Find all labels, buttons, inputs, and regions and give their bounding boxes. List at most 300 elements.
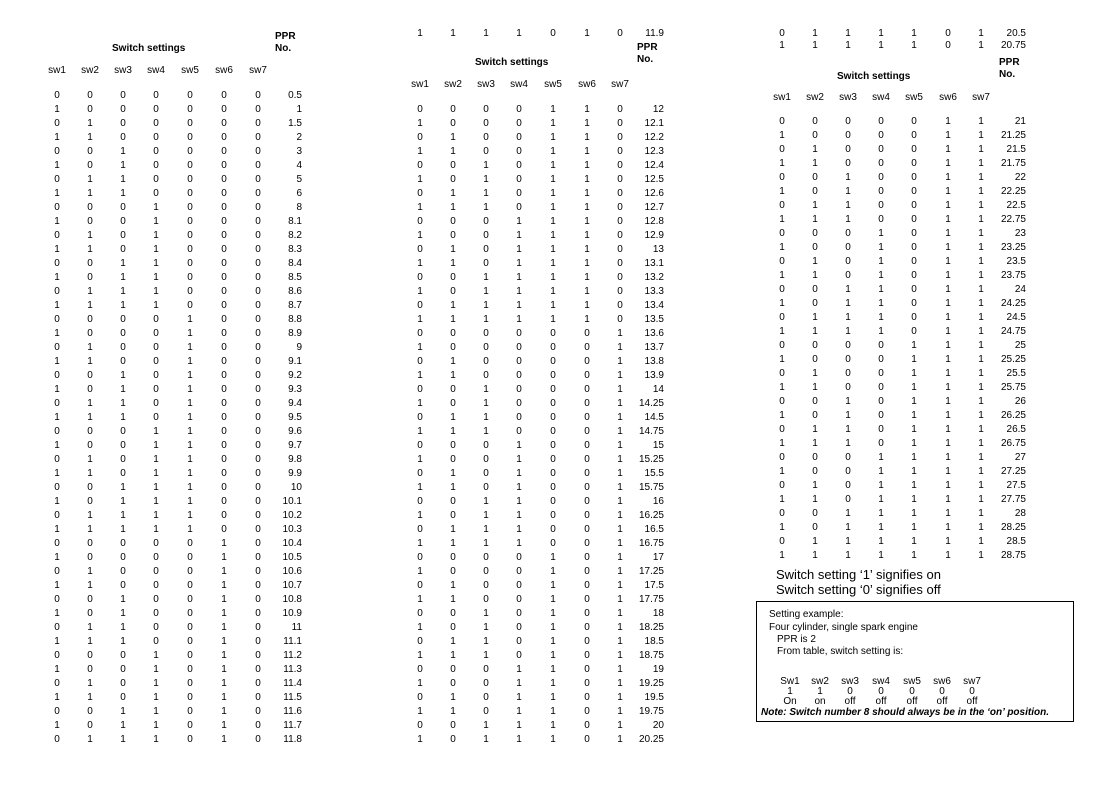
switch-cell: 1 [153, 482, 159, 493]
switch-cell: 0 [153, 104, 159, 115]
switch-cell: 0 [516, 174, 522, 185]
switch-cell: 1 [516, 720, 522, 731]
switch-cell: 1 [617, 496, 623, 507]
ppr-value: 22.25 [1000, 186, 1026, 197]
switch-cell: 0 [584, 524, 590, 535]
switch-cell: 0 [483, 566, 489, 577]
switch-column-header: sw1 [48, 65, 66, 76]
switch-cell: 0 [153, 342, 159, 353]
switch-cell: 0 [417, 300, 423, 311]
switch-cell: 0 [516, 622, 522, 633]
ppr-value: 14.75 [638, 426, 664, 437]
switch-cell: 1 [812, 270, 818, 281]
switch-cell: 1 [187, 440, 193, 451]
switch-cell: 1 [911, 508, 917, 519]
switch-cell: 0 [911, 284, 917, 295]
switch-cell: 0 [584, 440, 590, 451]
switch-cell: 0 [87, 160, 93, 171]
switch-cell: 1 [120, 258, 126, 269]
switch-cell: 1 [120, 734, 126, 745]
switch-cell: 1 [87, 510, 93, 521]
switch-cell: 0 [878, 130, 884, 141]
ppr-value: 26.5 [1006, 424, 1026, 435]
switch-cell: 1 [584, 188, 590, 199]
switch-cell: 0 [221, 314, 227, 325]
switch-cell: 1 [617, 580, 623, 591]
switch-cell: 0 [120, 118, 126, 129]
ppr-value: 9.1 [288, 356, 302, 367]
switch-cell: 0 [153, 580, 159, 591]
switch-cell: 0 [550, 356, 556, 367]
switch-cell: 0 [450, 720, 456, 731]
switch-cell: 1 [187, 314, 193, 325]
switch-cell: 0 [54, 230, 60, 241]
switch-cell: 1 [516, 454, 522, 465]
switch-off-note: Switch setting ‘0’ signifies off [776, 582, 941, 597]
switch-cell: 0 [617, 202, 623, 213]
switch-cell: 1 [550, 566, 556, 577]
switch-cell: 1 [812, 144, 818, 155]
switch-cell: 1 [945, 396, 951, 407]
switch-cell: 0 [450, 734, 456, 745]
switch-cell: 0 [516, 160, 522, 171]
switch-cell: 1 [845, 312, 851, 323]
switch-cell: 1 [911, 40, 917, 51]
switch-cell: 1 [153, 468, 159, 479]
switch-cell: 1 [187, 384, 193, 395]
switch-cell: 1 [87, 398, 93, 409]
switch-cell: 0 [221, 482, 227, 493]
switch-cell: 0 [584, 370, 590, 381]
switch-cell: 0 [255, 342, 261, 353]
switch-cell: 0 [87, 384, 93, 395]
switch-cell: 0 [255, 146, 261, 157]
ppr-value: 19.75 [638, 706, 664, 717]
switch-cell: 1 [945, 354, 951, 365]
switch-cell: 0 [187, 132, 193, 143]
switch-cell: 0 [483, 230, 489, 241]
example-switch-states: off [875, 696, 887, 707]
switch-cell: 0 [54, 342, 60, 353]
ppr-value: 8.4 [288, 258, 302, 269]
switch-cell: 1 [978, 536, 984, 547]
switch-cell: 1 [221, 734, 227, 745]
switch-cell: 1 [120, 188, 126, 199]
switch-cell: 1 [845, 40, 851, 51]
switch-cell: 0 [550, 342, 556, 353]
switch-cell: 0 [617, 314, 623, 325]
switch-cell: 0 [187, 664, 193, 675]
switch-cell: 1 [87, 454, 93, 465]
switch-cell: 0 [87, 216, 93, 227]
ppr-value: 20.5 [1006, 28, 1026, 39]
switch-cell: 0 [450, 664, 456, 675]
switch-cell: 1 [945, 410, 951, 421]
switch-cell: 0 [516, 202, 522, 213]
switch-cell: 0 [584, 552, 590, 563]
switch-cell: 1 [153, 230, 159, 241]
switch-cell: 1 [878, 270, 884, 281]
switch-cell: 0 [617, 216, 623, 227]
switch-cell: 0 [187, 552, 193, 563]
switch-cell: 0 [221, 244, 227, 255]
switch-cell: 1 [221, 636, 227, 647]
switch-cell: 0 [845, 130, 851, 141]
switch-cell: 1 [978, 396, 984, 407]
switch-cell: 0 [87, 440, 93, 451]
switch-cell: 0 [878, 382, 884, 393]
switch-cell: 0 [516, 188, 522, 199]
switch-cell: 1 [779, 438, 785, 449]
switch-cell: 0 [87, 594, 93, 605]
example-switch-states: off [906, 696, 918, 707]
switch-cell: 0 [187, 720, 193, 731]
switch-cell: 0 [450, 384, 456, 395]
switch-cell: 0 [550, 384, 556, 395]
switch-cell: 0 [54, 594, 60, 605]
switch-cell: 1 [978, 480, 984, 491]
switch-cell: 0 [153, 552, 159, 563]
switch-cell: 1 [812, 550, 818, 561]
switch-cell: 1 [617, 440, 623, 451]
switch-cell: 0 [779, 396, 785, 407]
switch-cell: 1 [878, 284, 884, 295]
switch-cell: 1 [584, 258, 590, 269]
switch-cell: 0 [255, 566, 261, 577]
switch-cell: 1 [483, 650, 489, 661]
switch-cell: 1 [945, 438, 951, 449]
switch-cell: 0 [550, 412, 556, 423]
switch-cell: 1 [153, 678, 159, 689]
ppr-value: 13.6 [644, 328, 664, 339]
switch-cell: 0 [617, 104, 623, 115]
switch-cell: 1 [584, 216, 590, 227]
switch-cell: 1 [153, 272, 159, 283]
ppr-value: 11.2 [283, 650, 302, 661]
switch-cell: 0 [779, 312, 785, 323]
switch-cell: 1 [978, 214, 984, 225]
switch-cell: 0 [120, 566, 126, 577]
switch-cell: 0 [54, 650, 60, 661]
switch-cell: 1 [221, 720, 227, 731]
switch-cell: 0 [187, 188, 193, 199]
switch-cell: 1 [120, 146, 126, 157]
switch-cell: 1 [878, 312, 884, 323]
switch-cell: 0 [584, 664, 590, 675]
switch-cell: 1 [87, 678, 93, 689]
switch-cell: 1 [978, 466, 984, 477]
switch-cell: 1 [812, 158, 818, 169]
switch-cell: 0 [584, 468, 590, 479]
switch-cell: 1 [878, 480, 884, 491]
switch-cell: 0 [483, 216, 489, 227]
switch-cell: 0 [417, 272, 423, 283]
ppr-value: 9.6 [288, 426, 302, 437]
switch-cell: 0 [550, 524, 556, 535]
ppr-value: 18.5 [644, 636, 664, 647]
switch-cell: 1 [978, 242, 984, 253]
switch-column-header: sw3 [839, 92, 857, 103]
switch-cell: 0 [516, 146, 522, 157]
switch-cell: 0 [187, 104, 193, 115]
switch-cell: 1 [187, 370, 193, 381]
ppr-value: 14.25 [638, 398, 664, 409]
ppr-value: 13.4 [644, 300, 664, 311]
switch-cell: 0 [87, 90, 93, 101]
switch-cell: 1 [945, 480, 951, 491]
ppr-value: 10.9 [282, 608, 302, 619]
switch-cell: 1 [584, 146, 590, 157]
switch-cell: 0 [153, 412, 159, 423]
switch-cell: 1 [617, 426, 623, 437]
ppr-value: 8.8 [288, 314, 302, 325]
switch-cell: 0 [417, 552, 423, 563]
switch-cell: 0 [187, 594, 193, 605]
switch-cell: 0 [584, 706, 590, 717]
switch-cell: 0 [617, 174, 623, 185]
switch-cell: 1 [779, 494, 785, 505]
switch-cell: 0 [450, 216, 456, 227]
switch-cell: 0 [450, 160, 456, 171]
switch-cell: 1 [945, 466, 951, 477]
ppr-value: 22.5 [1006, 200, 1026, 211]
ppr-header: PPR [637, 42, 658, 53]
switch-cell: 1 [945, 312, 951, 323]
ppr-value: 24.25 [1000, 298, 1026, 309]
switch-cell: 1 [120, 608, 126, 619]
switch-cell: 1 [845, 172, 851, 183]
switch-cell: 1 [978, 158, 984, 169]
switch-cell: 1 [516, 538, 522, 549]
switch-cell: 1 [87, 692, 93, 703]
switch-cell: 0 [779, 508, 785, 519]
switch-cell: 0 [417, 216, 423, 227]
switch-cell: 1 [417, 650, 423, 661]
switch-cell: 1 [516, 440, 522, 451]
switch-cell: 0 [911, 158, 917, 169]
switch-cell: 0 [584, 384, 590, 395]
switch-cell: 0 [221, 412, 227, 423]
switch-cell: 0 [54, 678, 60, 689]
switch-cell: 1 [450, 468, 456, 479]
switch-cell: 0 [550, 28, 556, 39]
switch-cell: 0 [417, 636, 423, 647]
switch-cell: 1 [417, 28, 423, 39]
switch-cell: 1 [978, 130, 984, 141]
switch-cell: 1 [187, 468, 193, 479]
switch-cell: 0 [255, 356, 261, 367]
switch-cell: 1 [878, 494, 884, 505]
switch-column-header: sw7 [972, 92, 990, 103]
switch-cell: 0 [911, 270, 917, 281]
switch-cell: 1 [945, 270, 951, 281]
switch-cell: 0 [417, 720, 423, 731]
switch-cell: 1 [978, 340, 984, 351]
switch-cell: 0 [450, 552, 456, 563]
switch-column-header: sw3 [477, 79, 495, 90]
switch-cell: 1 [550, 622, 556, 633]
switch-cell: 0 [617, 132, 623, 143]
switch-cell: 1 [417, 174, 423, 185]
switch-cell: 0 [255, 328, 261, 339]
switch-cell: 1 [54, 524, 60, 535]
switch-cell: 1 [54, 328, 60, 339]
switch-cell: 0 [779, 340, 785, 351]
switch-cell: 1 [221, 552, 227, 563]
example-switch-states: off [844, 696, 856, 707]
switch-cell: 1 [550, 580, 556, 591]
switch-cell: 0 [878, 340, 884, 351]
switch-cell: 1 [779, 466, 785, 477]
ppr-value: 11 [291, 622, 302, 633]
switch-cell: 0 [221, 216, 227, 227]
ppr-value: 21 [1014, 116, 1026, 127]
switch-cell: 0 [153, 384, 159, 395]
switch-cell: 0 [120, 552, 126, 563]
switch-cell: 1 [617, 510, 623, 521]
switch-cell: 0 [483, 678, 489, 689]
switch-cell: 0 [812, 130, 818, 141]
switch-cell: 1 [911, 452, 917, 463]
switch-cell: 0 [255, 636, 261, 647]
ppr-value: 15 [652, 440, 664, 451]
example-engine: Four cylinder, single spark engine [769, 622, 918, 633]
switch-cell: 1 [812, 28, 818, 39]
switch-cell: 0 [617, 244, 623, 255]
switch-cell: 1 [550, 706, 556, 717]
switch-cell: 1 [617, 720, 623, 731]
switch-cell: 0 [255, 370, 261, 381]
switch-cell: 1 [516, 300, 522, 311]
switch-cell: 1 [516, 468, 522, 479]
switch-cell: 1 [483, 496, 489, 507]
switch-cell: 1 [812, 256, 818, 267]
ppr-value: 3 [296, 146, 302, 157]
switch-cell: 1 [450, 580, 456, 591]
switch-cell: 1 [584, 202, 590, 213]
switch-cell: 1 [617, 412, 623, 423]
switch-cell: 0 [153, 90, 159, 101]
switch-cell: 0 [550, 482, 556, 493]
switch-cell: 1 [153, 244, 159, 255]
ppr-value: 15.5 [644, 468, 664, 479]
ppr-value: 9.9 [288, 468, 302, 479]
switch-column-header: sw6 [215, 65, 233, 76]
switch-cell: 1 [812, 312, 818, 323]
switch-cell: 0 [584, 608, 590, 619]
switch-cell: 1 [911, 424, 917, 435]
switch-cell: 0 [417, 356, 423, 367]
switch-cell: 1 [483, 398, 489, 409]
switch-cell: 1 [845, 536, 851, 547]
switch-cell: 0 [945, 40, 951, 51]
switch-cell: 0 [911, 256, 917, 267]
switch-cell: 1 [187, 510, 193, 521]
switch-cell: 0 [584, 510, 590, 521]
switch-cell: 1 [617, 566, 623, 577]
switch-cell: 0 [450, 566, 456, 577]
switch-cell: 0 [450, 454, 456, 465]
switch-cell: 1 [417, 258, 423, 269]
switch-cell: 0 [187, 202, 193, 213]
switch-cell: 1 [450, 692, 456, 703]
switch-cell: 1 [516, 244, 522, 255]
ppr-value: 11.1 [283, 636, 302, 647]
switch-cell: 0 [483, 244, 489, 255]
switch-cell: 1 [87, 622, 93, 633]
ppr-value: 19.25 [638, 678, 664, 689]
ppr-value: 1 [296, 104, 302, 115]
switch-cell: 1 [978, 28, 984, 39]
ppr-value: 12.9 [644, 230, 664, 241]
ppr-value: 9.8 [288, 454, 302, 465]
example-switch-values: 1 [787, 686, 793, 697]
switch-cell: 1 [483, 538, 489, 549]
switch-cell: 1 [945, 256, 951, 267]
switch-column-header: sw4 [510, 79, 528, 90]
switch-cell: 0 [516, 132, 522, 143]
switch-cell: 0 [221, 510, 227, 521]
switch-cell: 0 [450, 342, 456, 353]
switch-cell: 0 [87, 552, 93, 563]
switch-cell: 0 [845, 242, 851, 253]
example-switch-labels: sw4 [872, 676, 890, 687]
switch-cell: 1 [878, 298, 884, 309]
switch-cell: 0 [221, 174, 227, 185]
ppr-value: 26.25 [1000, 410, 1026, 421]
switch-cell: 1 [221, 622, 227, 633]
switch-cell: 1 [617, 622, 623, 633]
switch-cell: 0 [617, 160, 623, 171]
switch-cell: 0 [617, 146, 623, 157]
switch-cell: 0 [255, 188, 261, 199]
switch-settings-title: Switch settings [112, 43, 186, 54]
switch-cell: 1 [550, 692, 556, 703]
ppr-value: 11.4 [283, 678, 302, 689]
switch-cell: 1 [417, 398, 423, 409]
switch-cell: 0 [450, 118, 456, 129]
switch-cell: 0 [878, 424, 884, 435]
switch-cell: 1 [617, 398, 623, 409]
switch-cell: 1 [120, 286, 126, 297]
ppr-value: 17.5 [644, 580, 664, 591]
switch-cell: 0 [450, 104, 456, 115]
switch-cell: 1 [153, 216, 159, 227]
switch-cell: 0 [550, 370, 556, 381]
switch-cell: 0 [417, 468, 423, 479]
switch-cell: 1 [483, 636, 489, 647]
switch-cell: 1 [845, 424, 851, 435]
switch-column-header: sw7 [611, 79, 629, 90]
ppr-value: 10.5 [282, 552, 302, 563]
switch-cell: 1 [978, 200, 984, 211]
switch-cell: 0 [779, 256, 785, 267]
switch-cell: 1 [550, 300, 556, 311]
example-switch-states: off [966, 696, 978, 707]
switch-cell: 0 [255, 230, 261, 241]
ppr-value: 5 [296, 174, 302, 185]
switch-cell: 1 [617, 328, 623, 339]
switch-cell: 0 [255, 468, 261, 479]
switch-cell: 0 [878, 438, 884, 449]
switch-cell: 1 [120, 398, 126, 409]
switch-cell: 1 [516, 258, 522, 269]
ppr-value: 16.5 [644, 524, 664, 535]
switch-cell: 1 [54, 272, 60, 283]
switch-cell: 0 [54, 482, 60, 493]
example-switch-values: 0 [909, 686, 915, 697]
switch-cell: 1 [550, 202, 556, 213]
